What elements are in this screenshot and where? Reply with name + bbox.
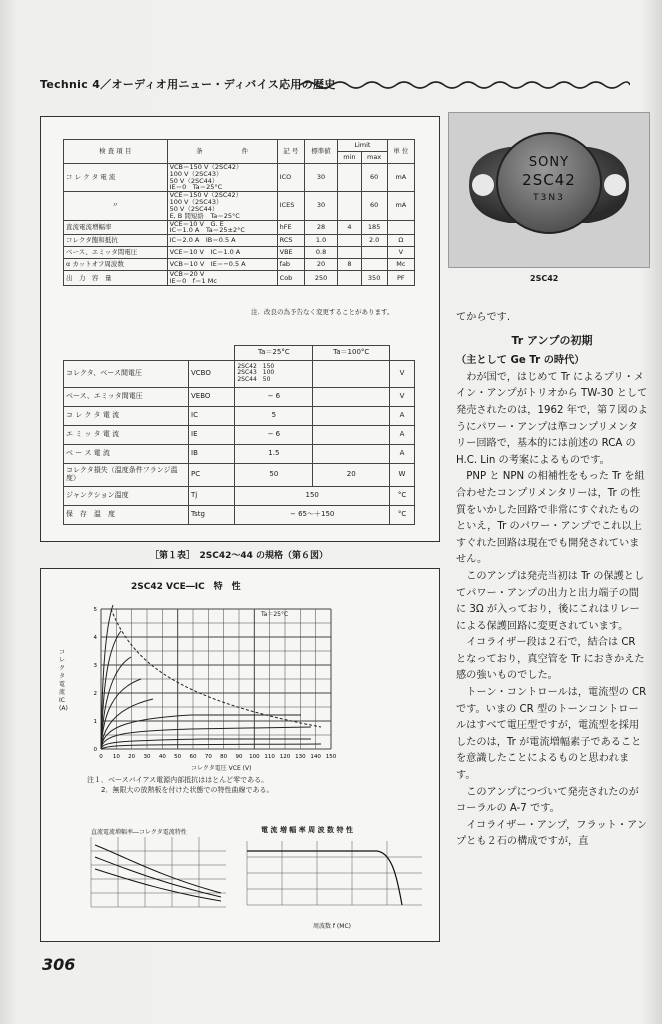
x-tick-label: 80 xyxy=(220,754,228,760)
x-tick-label: 0 xyxy=(99,754,103,760)
header-ornament xyxy=(300,80,630,90)
th-cond: 条 件 xyxy=(167,140,277,164)
x-tick-label: 150 xyxy=(325,754,337,760)
table-row: コ レ ク タ 電 流 IC 5 A xyxy=(64,406,415,425)
photo-caption: 2SC42 xyxy=(530,274,559,283)
chart2-title: 直流電流増幅率―コレクタ電流特性 xyxy=(91,829,187,836)
th-ta100: Ta＝100°C xyxy=(313,346,390,361)
x-tick-label: 100 xyxy=(249,754,260,760)
y-tick-label: 4 xyxy=(93,635,97,641)
th-unit: 単 位 xyxy=(387,140,414,164)
chart-note-2: 2．無限大の放熱板を付けた状態での特性曲線である。 xyxy=(101,786,274,794)
chart-title: 2SC42 VCE―IC 特 性 xyxy=(131,582,241,592)
chart3-xlabel: 周波数 f (MC) xyxy=(313,923,351,930)
table-row: コレクタ損失（温度条件フランジ温度） PC 50 20 W xyxy=(64,463,415,486)
x-tick-label: 30 xyxy=(143,754,151,760)
page-number: 306 xyxy=(42,955,76,974)
table-caption: ［第１表］ 2SC42～44 の規格（第６図） xyxy=(150,551,329,561)
table-row: 保 存 温 度 Tstg − 65～＋150 °C xyxy=(64,505,415,524)
article-para: PNP と NPN の相補性をもった Tr を組合わせたコンプリメンタリーは，Tr の性質をいかした回路で非常にすぐれたものといえ，Tr のパワー・アンプでこれ以上すぐれた回路は現在でも開発されていません。 xyxy=(456,471,645,566)
table-row: コレクタ飽和抵抗 IC＝2.0 A IB＝0.5 A RCS 1.0 2.0 Ω xyxy=(64,235,415,247)
chart-ylabel: コレクタ電流 IC (A) xyxy=(59,649,68,712)
chart-xlabel: コレクタ電圧 VCE (V) xyxy=(191,765,252,772)
table-row: 〃 VCE＝150 V（2SC42） 100 V（2SC43） 50 V（2SC44） E, B 間短絡 Ta＝25°C ICES 30 60 mA xyxy=(64,192,415,220)
th-item: 検 査 項 目 xyxy=(64,140,168,164)
spec-table-box xyxy=(40,116,440,542)
hfe-freq-chart xyxy=(237,837,427,921)
x-tick-label: 60 xyxy=(189,754,197,760)
table-row: ジャンクション温度 Tj 150 °C xyxy=(64,486,415,505)
photo-code: T3N3 xyxy=(533,193,565,203)
table-row: エ ミ ッ タ 電 流 IE − 6 A xyxy=(64,425,415,444)
chart-note-1: 注１．ベースバイアス電源内部抵抗ははとんど零である。 xyxy=(87,776,269,784)
y-tick-label: 2 xyxy=(93,691,97,697)
x-tick-label: 140 xyxy=(310,754,321,760)
running-header: Technic 4／オーディオ用ニュー・ディバイス応用の歴史 xyxy=(40,78,336,91)
hfe-ic-chart xyxy=(81,837,231,917)
th-limit: Limit xyxy=(338,140,387,152)
table-row: コレクタ、ベース間電圧 VCBO 2SC42 150 2SC43 100 2SC44 50 V xyxy=(64,360,415,387)
table-row: ベース、エミッタ間電圧 VCE＝10 V IC＝1.0 A VBE 0.8 V xyxy=(64,247,415,259)
article-para: このアンプは発売当初は Tr の保護としてパワー・アンプの出力と出力端子の間に 3Ω が入っており，後にこれはリレーによる保護回路に変更されています。 xyxy=(456,570,645,632)
table-note: 注．改良の為予告なく変更することがあります。 xyxy=(251,308,394,316)
y-tick-label: 5 xyxy=(93,607,97,613)
x-tick-label: 70 xyxy=(204,754,212,760)
chart-box xyxy=(40,568,440,942)
th-ta25: Ta＝25°C xyxy=(235,346,313,361)
table-row: 直流電流増幅率 VCE＝10 V G. E IC＝1.0 A Ta＝25±2°C hFE 28 4 185 xyxy=(64,220,415,235)
x-tick-label: 120 xyxy=(279,754,291,760)
transistor-photo xyxy=(448,112,650,268)
table-row: ベ ー ス 電 流 IB 1.5 A xyxy=(64,444,415,463)
chart-ta: Ta＝25°C xyxy=(261,611,289,618)
article-intro: てからです. xyxy=(456,312,511,323)
table-row: α カットオフ周波数 VCB＝10 V IE＝−0.5 A fab 20 8 Mc xyxy=(64,259,415,271)
article-subheading: （主として Ge Tr の時代） xyxy=(456,355,585,367)
article-para: トーン・コントロールは，電流型の CR です。いまの CR 型のトーンコントロールはすべて電圧型ですが，電流型を採用したのは，Tr が電流増幅素子であることを意識したことによるものと思われます。 xyxy=(456,687,647,782)
table-row: 出 力 容 量 VCB＝20 V IE＝0 f＝1 Mc Cob 250 350 PF xyxy=(64,271,415,286)
th-min: min xyxy=(338,152,361,164)
th-max: max xyxy=(361,152,387,164)
photo-model: 2SC42 xyxy=(522,171,576,189)
x-tick-label: 110 xyxy=(264,754,275,760)
y-tick-label: 1 xyxy=(93,719,97,725)
article-para: このアンプにつづいて発売されたのがコーラルの A-7 です。 xyxy=(456,786,639,815)
table-row: コ レ ク タ 電 流 VCB＝150 V（2SC42） 100 V（2SC43） 50 V（2SC44） IE＝0 Ta＝25°C ICO 30 60 mA xyxy=(64,164,415,192)
spec-table-2 xyxy=(63,345,415,525)
x-tick-label: 20 xyxy=(128,754,136,760)
x-tick-label: 50 xyxy=(174,754,182,760)
article-column xyxy=(456,310,648,851)
y-tick-label: 3 xyxy=(93,663,97,669)
th-std: 標準値 xyxy=(304,140,337,164)
x-tick-label: 130 xyxy=(295,754,306,760)
article-para: わが国で，はじめて Tr によるプリ・メイン・アンプがトリオから TW-30 として発売されたのは，1962 年で，第７図のようにパワー・アンプは準コンプリメンタリー回路で，基本的には前述の RCA の H.C. Lin の考案によるものです。 xyxy=(456,371,648,466)
th-sym: 記 号 xyxy=(277,140,304,164)
x-tick-label: 10 xyxy=(112,754,120,760)
article-para: イコライザー段は２石で，結合は CR となっており，真空管を Tr におきかえた感の強いものでした。 xyxy=(456,637,645,682)
x-tick-label: 40 xyxy=(158,754,166,760)
table-row: ベース、エミッタ間電圧 VEBO − 6 V xyxy=(64,387,415,406)
x-tick-label: 90 xyxy=(235,754,243,760)
spec-table-1 xyxy=(63,139,415,286)
y-tick-label: 0 xyxy=(93,747,97,753)
article-heading: Tr アンプの初期 xyxy=(511,333,593,347)
chart3-title: 電 流 増 幅 率 周 波 数 特 性 xyxy=(261,826,353,834)
article-para: イコライザー・アンプ，フラット・アンプとも２石の構成ですが，直 xyxy=(456,819,648,848)
photo-brand: SONY xyxy=(528,155,570,170)
